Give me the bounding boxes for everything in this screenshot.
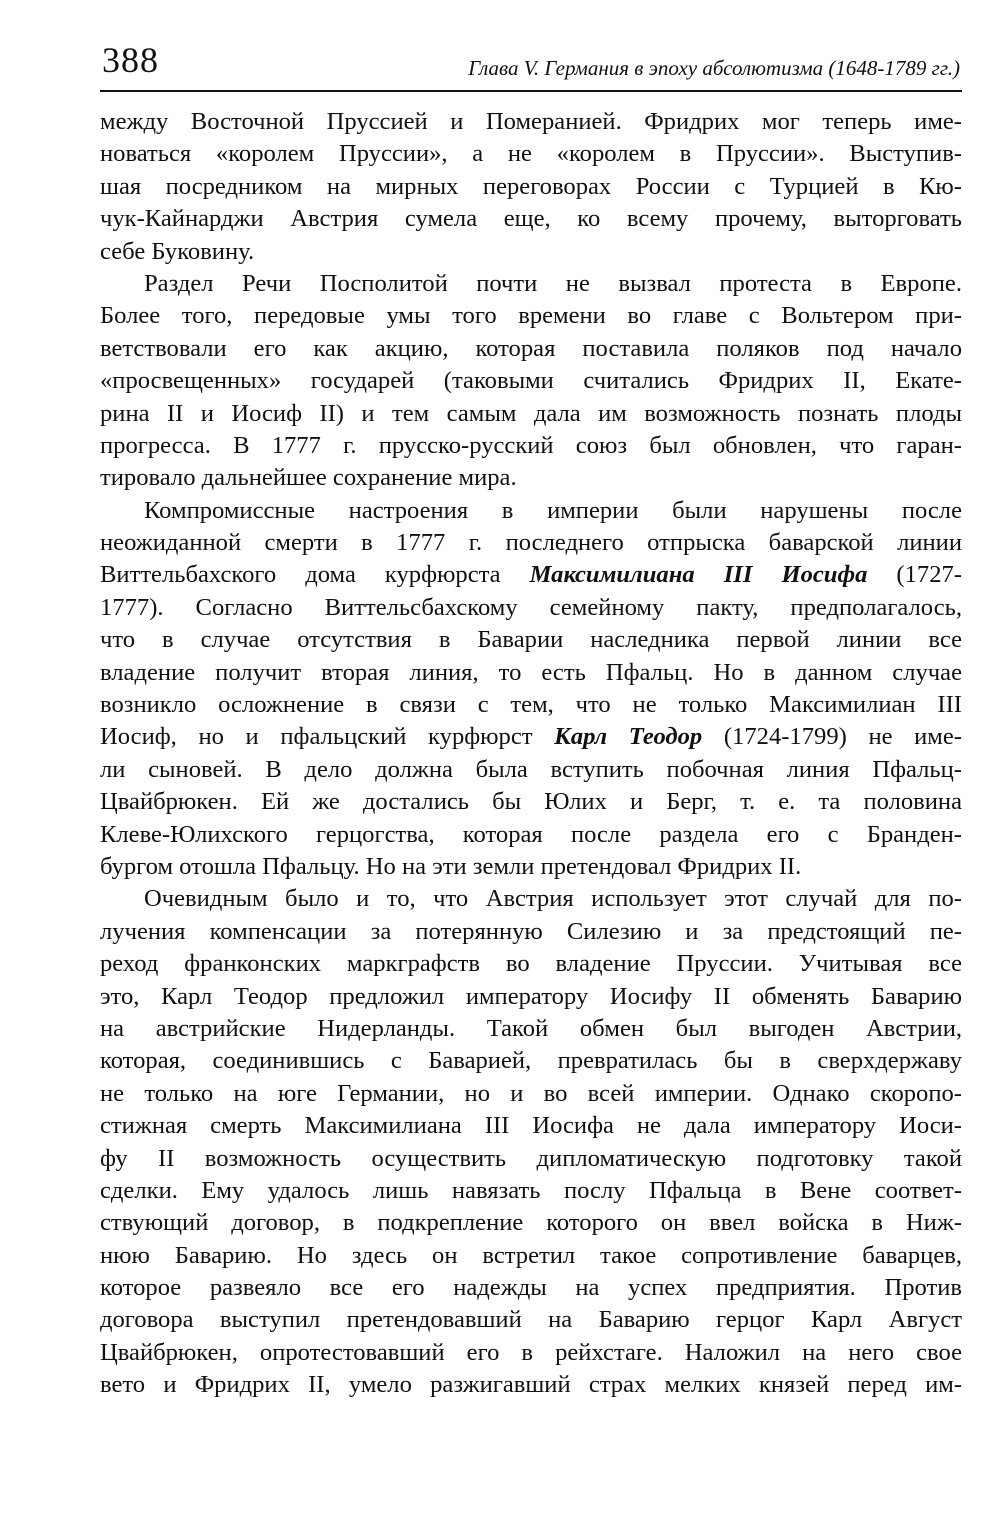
text-line-content: неожиданной смерти в 1777 г. последнего отпрыска баварской линии [100,529,962,557]
text-line-content: Цвайбрюкен, опротестовавший его в рейхстаге. Наложил на него свое [100,1338,962,1366]
text-line-content: ли сыновей. В дело должна была вступить побочная линия Пфальц- [100,755,962,783]
text-line [100,1045,962,1077]
text-line [100,365,962,397]
text-line-content: фу II возможность осуществить дипломатическую подготовку такой [100,1144,962,1172]
text-line [100,786,962,818]
text-line-content: чук-Кайнарджи Австрия сумела еще, ко всему прочему, выторговать [100,205,962,233]
text-line [100,527,962,559]
text-line-content: сделки. Ему удалось лишь навязать послу Пфальца в Вене соответ- [100,1176,962,1204]
text-line-content: вето и Фридрих II, умело разжигавший страх мелких князей перед им- [100,1371,962,1399]
text-line-content: Клеве-Юлихского герцогства, которая после раздела его с Бранден- [100,820,962,848]
text-line-content: не только на юге Германии, но и во всей империи. Однако скоропо- [100,1079,962,1107]
text-line-content: Очевидным было и то, что Австрия использует этот случай для по- [144,885,962,913]
text-line [100,689,962,721]
text-line-continuation: (1724-1799) не име- [702,723,962,751]
text-line [100,495,962,527]
text-line [100,657,962,689]
text-line [100,754,962,786]
text-line [100,106,962,138]
text-line-content: между Восточной Пруссией и Померанией. Фридрих мог теперь име- [100,108,962,135]
text-line-content: Цвайбрюкен. Ей же достались бы Юлих и Берг, т. е. та половина [100,788,962,816]
text-line-content: лучения компенсации за потерянную Силезию и за предстоящий пе- [100,917,962,945]
body-text [100,106,962,1402]
text-line [100,819,962,851]
text-line [100,916,962,948]
text-line-content: договора выступил претендовавший на Баварию герцог Карл Август [100,1306,962,1334]
text-line [100,981,962,1013]
text-line-content: это, Карл Теодор предложил императору Иосифу II обменять Баварию [100,982,962,1010]
text-line [100,948,962,980]
text-line-content: возникло осложнение в связи с тем, что не только Максимилиан III [100,691,962,719]
text-line-content: «просвещенных» государей (таковыми считались Фридрих II, Екате- [100,367,962,395]
text-line [100,171,962,203]
text-line-content: Виттельбахского дома курфюрста [100,561,530,589]
text-line [100,559,962,591]
text-line [100,851,962,883]
text-line-content: Более того, передовые умы того времени во главе с Вольтером при- [100,302,962,330]
text-line [100,1272,962,1304]
text-line-content: Иосиф, но и пфальцский курфюрст [100,723,555,751]
text-line-content: стижная смерть Максимилиана III Иосифа не дала императору Иоси- [100,1112,962,1140]
text-line [100,721,962,753]
text-line [100,1304,962,1336]
text-line [100,1143,962,1175]
text-line-content: что в случае отсутствия в Баварии наследника первой линии все [100,626,962,654]
text-line-content: реход франконских маркграфств во владение Пруссии. Учитывая все [100,950,962,978]
text-line [100,1013,962,1045]
text-line-content: себе Буковину. [100,237,255,265]
emphasized-name: Максимилиана III Иосифа [529,561,868,589]
text-line-content: рина II и Иосиф II) и тем самым дала им возможность познать плоды [100,399,962,427]
text-line [100,300,962,332]
text-line [100,883,962,915]
text-line [100,333,962,365]
text-line-content: которое развеяло все его надежды на успех предприятия. Против [100,1274,962,1302]
text-line [100,1110,962,1142]
text-line-content: которая, соединившись с Баварией, превратилась бы в сверхдержаву [100,1047,962,1075]
emphasized-name: Карл Теодор [554,723,703,751]
text-line [100,1175,962,1207]
text-line-content: новаться «королем Пруссии», а не «королем в Пруссии». Выступив- [100,140,962,168]
text-line [100,430,962,462]
text-line [100,1337,962,1369]
text-line [100,1078,962,1110]
page-number: 388 [102,40,159,80]
text-line-content: тировало дальнейшее сохранение мира. [100,464,517,492]
book-page [100,38,962,1402]
text-line [100,1207,962,1239]
text-line-content: владение получит вторая линия, то есть Пфальц. Но в данном случае [100,658,962,686]
text-line [100,138,962,170]
text-line-content: Раздел Речи Посполитой почти не вызвал протеста в Европе. [144,269,962,297]
text-line-content: Компромиссные настроения в империи были нарушены после [144,496,962,524]
text-line-content: шая посредником на мирных переговорах России с Турцией в Кю- [100,172,962,200]
text-line-content: прогресса. В 1777 г. прусско-русский союз был обновлен, что гаран- [100,431,962,459]
text-line-content: ветствовали его как акцию, которая поставила поляков под начало [100,334,962,362]
text-line [100,624,962,656]
text-line [100,268,962,300]
text-line-content: ствующий договор, в подкрепление которого он ввел войска в Ниж- [100,1209,962,1237]
text-line [100,592,962,624]
text-line-content: на австрийские Нидерланды. Такой обмен был выгоден Австрии, [100,1014,962,1042]
text-line-continuation: (1727- [867,561,962,589]
page-header [100,38,962,92]
text-line [100,1369,962,1401]
text-line-content: 1777). Согласно Виттельсбахскому семейному пакту, предполагалось, [100,593,962,621]
text-line [100,462,962,494]
text-line [100,236,962,268]
text-line [100,1240,962,1272]
running-head: Глава V. Германия в эпоху абсолютизма (1648-1789 гг.) [468,56,960,80]
text-line-content: нюю Баварию. Но здесь он встретил такое сопротивление баварцев, [100,1241,962,1269]
text-line-content: бургом отошла Пфальцу. Но на эти земли претендовал Фридрих II. [100,852,802,880]
text-line [100,203,962,235]
text-line [100,398,962,430]
